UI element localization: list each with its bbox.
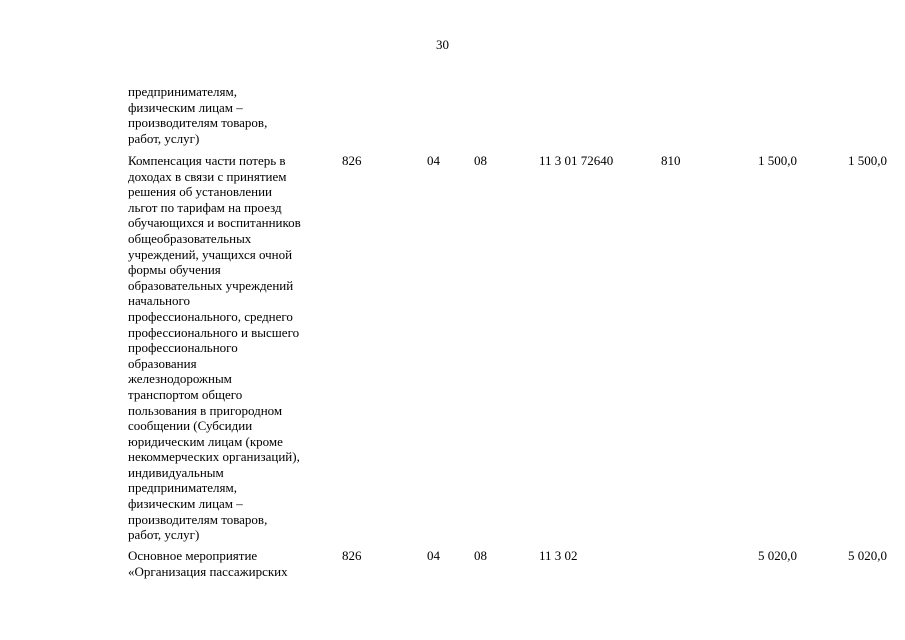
amount-second: 1 500,0 (848, 153, 887, 168)
page-number: 30 (436, 37, 449, 52)
amount-first: 5 020,0 (758, 548, 797, 563)
row-description: Компенсация части потерь в доходах в связи с принятием решения об установлении льгот по тарифам на проезд обучающихся и воспитанников общеобразовательных учреждений, учащихся очной формы обучения образовательных учреждений начального профессионального, среднего профессионального и высшего профессионального образования железнодорожным транспортом общего пользования в пригородном сообщении (Субсидии юридическим лицам (кроме некоммерческих организаций), индивидуальным предпринимателям, физическим лицам – производителям товаров, работ, услуг) (128, 153, 301, 543)
target-article-code: 11 3 02 (539, 548, 578, 563)
subsection-code: 08 (474, 548, 487, 563)
row-description: Основное мероприятие «Организация пассажирских (128, 548, 288, 579)
amount-first: 1 500,0 (758, 153, 797, 168)
subsection-code: 08 (474, 153, 487, 168)
ministry-code: 826 (342, 153, 362, 168)
amount-second: 5 020,0 (848, 548, 887, 563)
section-code: 04 (427, 153, 440, 168)
section-code: 04 (427, 548, 440, 563)
row-description: предпринимателям, физическим лицам – производителям товаров, работ, услуг) (128, 84, 268, 146)
target-article-code: 11 3 01 72640 (539, 153, 614, 168)
ministry-code: 826 (342, 548, 362, 563)
expense-type-code: 810 (661, 153, 681, 168)
